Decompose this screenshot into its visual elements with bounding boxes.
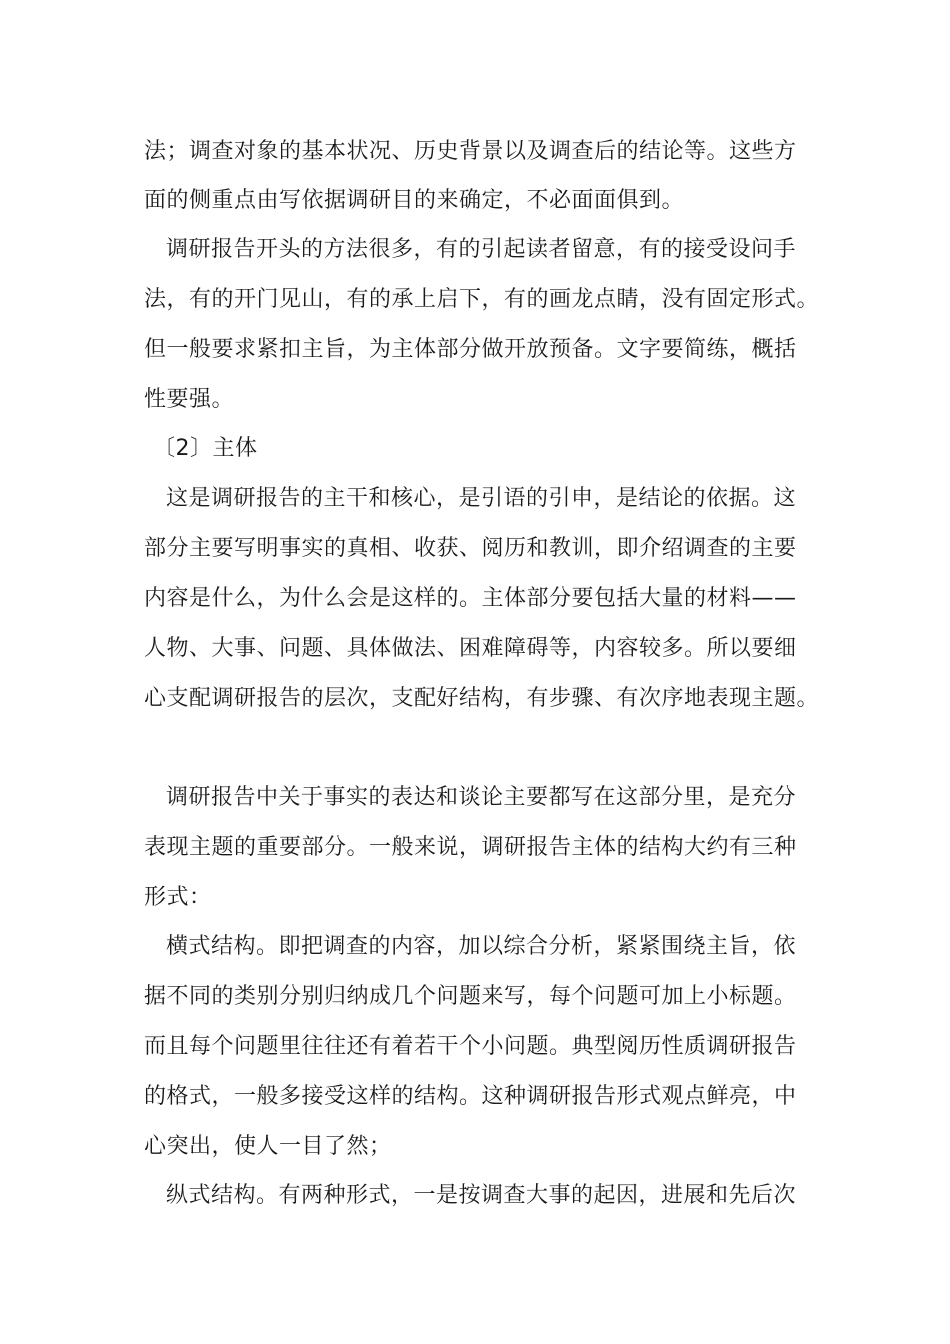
text-line: 的格式，一般多接受这样的结构。这种调研报告形式观点鲜亮，中 <box>144 1084 797 1109</box>
text-line: 法；调查对象的基本状况、历史背景以及调查后的结论等。这些方 <box>144 139 797 164</box>
text-line: 心支配调研报告的层次，支配好结构，有步骤、有次序地表现主题。 <box>144 686 820 711</box>
text-line: 部分主要写明事实的真相、收获、阅历和教训，即介绍调查的主要 <box>144 536 797 561</box>
text-line: 面的侧重点由写依据调研目的来确定，不必面面俱到。 <box>144 188 685 213</box>
paragraph-start-line: 调研报告中关于事实的表达和谈论主要都写在这部分里，是充分 <box>166 785 797 810</box>
text-line: 而且每个问题里往往还有着若干个小问题。典型阅历性质调研报告 <box>144 1034 797 1059</box>
text-line: 性要强。 <box>144 387 235 412</box>
paragraph-start-line: 纵式结构。有两种形式，一是按调查大事的起因，进展和先后次 <box>166 1183 797 1208</box>
text-line: 但一般要求紧扣主旨，为主体部分做开放预备。文字要简练，概括 <box>144 337 797 362</box>
section-heading: 〔2〕主体 <box>153 436 258 461</box>
text-line: 表现主题的重要部分。一般来说，调研报告主体的结构大约有三种 <box>144 835 797 860</box>
text-line: 心突出，使人一目了然； <box>144 1134 392 1159</box>
paragraph-start-line: 横式结构。即把调查的内容，加以综合分析，紧紧围绕主旨，依 <box>166 934 797 959</box>
paragraph-start-line: 调研报告开头的方法很多，有的引起读者留意，有的接受设问手 <box>166 237 797 262</box>
text-line: 形式： <box>144 885 212 910</box>
text-line: 法，有的开门见山，有的承上启下，有的画龙点睛，没有固定形式。 <box>144 287 820 312</box>
text-line: 据不同的类别分别归纳成几个问题来写，每个问题可加上小标题。 <box>144 984 797 1009</box>
text-line: 内容是什么，为什么会是这样的。主体部分要包括大量的材料—— <box>144 586 797 611</box>
paragraph-start-line: 这是调研报告的主干和核心，是引语的引申，是结论的依据。这 <box>166 486 797 511</box>
text-line: 人物、大事、问题、具体做法、困难障碍等，内容较多。所以要细 <box>144 636 797 661</box>
